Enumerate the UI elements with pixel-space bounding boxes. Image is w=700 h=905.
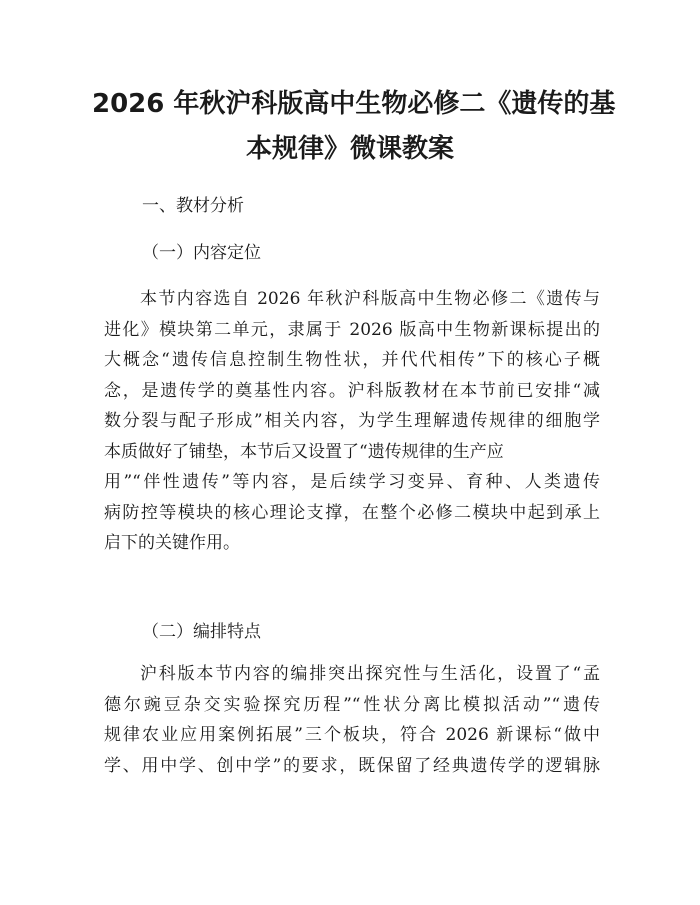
paragraph-line: 启下的关键作用。	[104, 533, 240, 553]
paragraph-line: 规律农业应用案例拓展”三个板块，符合 2026 新课标“做中	[104, 725, 600, 745]
document-title-line-2: 本规律》微课教案	[245, 134, 454, 164]
paragraph-line: 德尔豌豆杂交实验探究历程”“性状分离比模拟活动”“遗传	[104, 694, 600, 715]
paragraph-arrangement-features	[104, 659, 600, 781]
paragraph-line: 大概念“遗传信息控制生物性状，并代代相传”下的核心子概	[104, 350, 600, 370]
paragraph-line: 数分裂与配子形成”相关内容，为学生理解遗传规律的细胞学	[104, 411, 600, 431]
document-title-line-1: 2026 年秋沪科版高中生物必修二《遗传的基	[92, 89, 616, 119]
paragraph-line: 念，是遗传学的奠基性内容。沪科版教材在本节前已安排“减	[104, 380, 600, 401]
subsection-heading-arrangement-features: （二）编排特点	[142, 622, 261, 642]
paragraph-line: 病防控等模块的核心理论支撑，在整个必修二模块中起到承上	[104, 502, 600, 523]
section-heading-textbook-analysis: 一、教材分析	[142, 196, 244, 216]
paragraph-line: 沪科版本节内容的编排突出探究性与生活化，设置了“孟	[140, 664, 600, 684]
subsection-heading-content-positioning: （一）内容定位	[142, 243, 261, 263]
paragraph-line: 本节内容选自 2026 年秋沪科版高中生物必修二《遗传与	[140, 289, 600, 309]
paragraph-content-positioning	[104, 284, 600, 559]
paragraph-line: 本质做好了铺垫，本节后又设置了“遗传规律的生产应	[104, 441, 504, 462]
paragraph-line: 进化》模块第二单元，隶属于 2026 版高中生物新课标提出的	[104, 319, 600, 340]
paragraph-line: 用”“伴性遗传”等内容，是后续学习变异、育种、人类遗传	[104, 472, 600, 492]
paragraph-line: 学、用中学、创中学”的要求，既保留了经典遗传学的逻辑脉	[104, 755, 600, 776]
